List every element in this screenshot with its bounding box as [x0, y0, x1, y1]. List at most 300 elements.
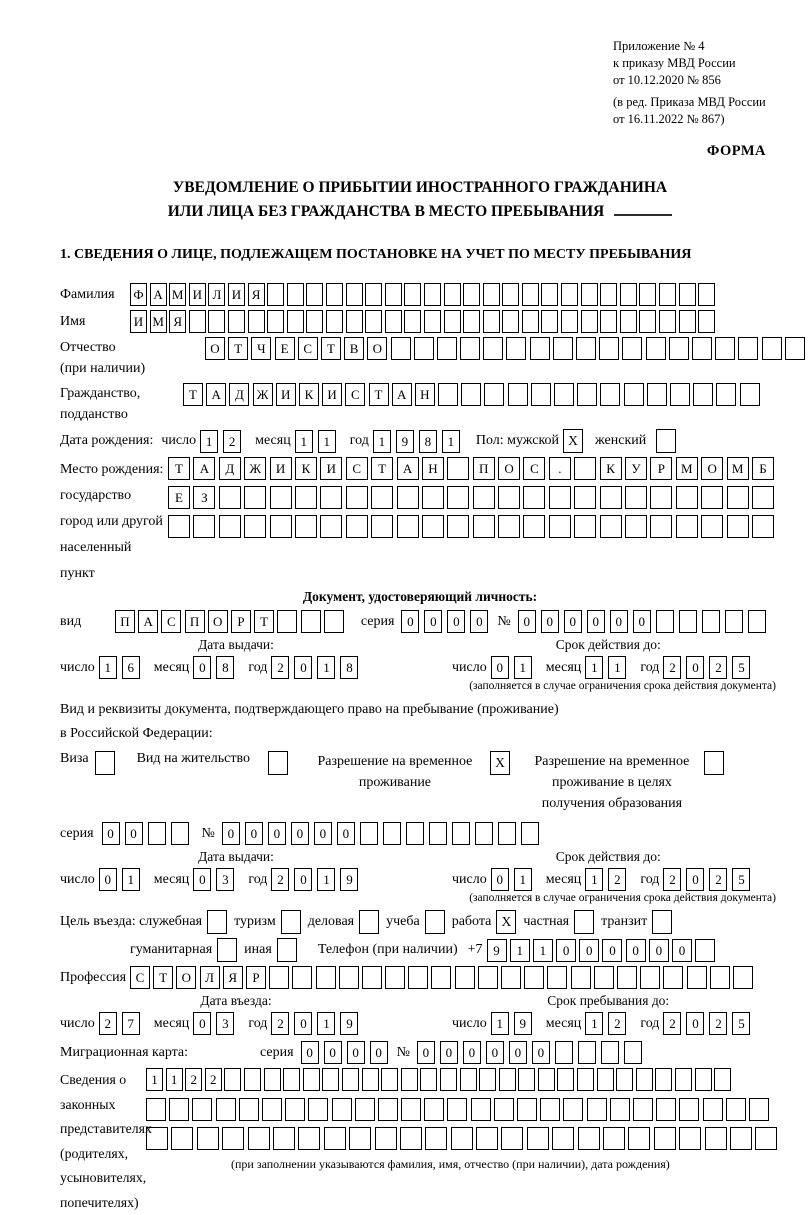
char-cell[interactable]	[762, 337, 782, 360]
char-cell[interactable]: Р	[246, 966, 266, 989]
char-cell[interactable]	[639, 283, 656, 306]
char-cell[interactable]	[208, 310, 225, 333]
char-cell[interactable]	[577, 1068, 594, 1091]
char-cell[interactable]	[385, 310, 402, 333]
char-cell[interactable]	[239, 1098, 259, 1121]
char-cell[interactable]: 0	[626, 939, 646, 962]
char-cell[interactable]	[303, 1068, 320, 1091]
char-cell[interactable]	[624, 1041, 642, 1064]
char-cell[interactable]	[620, 283, 637, 306]
char-cell[interactable]: 0	[686, 1012, 704, 1035]
char-cell[interactable]	[292, 966, 312, 989]
char-cell[interactable]	[437, 337, 457, 360]
char-cell[interactable]: 1	[295, 430, 313, 453]
char-cell[interactable]	[670, 383, 690, 406]
char-cell[interactable]: 0	[633, 610, 651, 633]
char-cell[interactable]	[703, 1098, 723, 1121]
purpose-business-checkbox[interactable]	[359, 910, 379, 934]
char-cell[interactable]	[295, 515, 317, 538]
char-cell[interactable]: 0	[324, 1041, 342, 1064]
char-cell[interactable]: Р	[650, 457, 672, 480]
char-cell[interactable]: 1	[585, 656, 603, 679]
char-cell[interactable]	[553, 337, 573, 360]
char-cell[interactable]: К	[295, 457, 317, 480]
char-cell[interactable]	[628, 1127, 650, 1150]
char-cell[interactable]: 2	[185, 1068, 202, 1091]
char-cell[interactable]: 2	[608, 1012, 626, 1035]
char-cell[interactable]: 0	[102, 822, 120, 845]
char-cell[interactable]: 1	[317, 868, 335, 891]
char-cell[interactable]	[692, 337, 712, 360]
char-cell[interactable]: И	[322, 383, 342, 406]
char-cell[interactable]: 0	[294, 1012, 312, 1035]
char-cell[interactable]	[375, 1127, 397, 1150]
char-cell[interactable]: 8	[216, 656, 234, 679]
char-cell[interactable]	[733, 966, 753, 989]
sex-female-checkbox[interactable]	[656, 429, 676, 453]
char-cell[interactable]	[460, 1068, 477, 1091]
char-cell[interactable]: О	[208, 610, 228, 633]
char-cell[interactable]: 0	[370, 1041, 388, 1064]
char-cell[interactable]	[385, 966, 405, 989]
char-cell[interactable]	[308, 1098, 328, 1121]
char-cell[interactable]	[502, 310, 519, 333]
char-cell[interactable]: И	[189, 283, 206, 306]
char-cell[interactable]: 1	[442, 430, 460, 453]
char-cell[interactable]	[701, 486, 723, 509]
char-cell[interactable]	[371, 515, 393, 538]
char-cell[interactable]	[663, 966, 683, 989]
char-cell[interactable]	[371, 486, 393, 509]
char-cell[interactable]: 2	[271, 868, 289, 891]
char-cell[interactable]	[391, 337, 411, 360]
char-cell[interactable]	[320, 486, 342, 509]
char-cell[interactable]	[219, 515, 241, 538]
char-cell[interactable]	[408, 966, 428, 989]
char-cell[interactable]: А	[206, 383, 226, 406]
char-cell[interactable]	[738, 337, 758, 360]
purpose-transit-checkbox[interactable]	[652, 910, 672, 934]
char-cell[interactable]	[522, 310, 539, 333]
char-cell[interactable]	[654, 1127, 676, 1150]
char-cell[interactable]	[301, 610, 321, 633]
char-cell[interactable]	[646, 337, 666, 360]
char-cell[interactable]	[523, 486, 545, 509]
char-cell[interactable]: О	[205, 337, 225, 360]
char-cell[interactable]	[541, 283, 558, 306]
char-cell[interactable]	[444, 310, 461, 333]
char-cell[interactable]	[478, 966, 498, 989]
char-cell[interactable]	[228, 310, 245, 333]
char-cell[interactable]	[248, 310, 265, 333]
char-cell[interactable]	[698, 283, 715, 306]
char-cell[interactable]: М	[169, 283, 186, 306]
char-cell[interactable]	[295, 486, 317, 509]
char-cell[interactable]	[383, 822, 401, 845]
char-cell[interactable]	[650, 515, 672, 538]
char-cell[interactable]	[244, 1068, 261, 1091]
char-cell[interactable]	[600, 310, 617, 333]
char-cell[interactable]	[168, 515, 190, 538]
char-cell[interactable]	[523, 515, 545, 538]
char-cell[interactable]	[479, 1068, 496, 1091]
char-cell[interactable]	[530, 337, 550, 360]
char-cell[interactable]: 1	[317, 1012, 335, 1035]
char-cell[interactable]: Т	[153, 966, 173, 989]
char-cell[interactable]: 1	[317, 656, 335, 679]
char-cell[interactable]: 0	[193, 656, 211, 679]
char-cell[interactable]	[679, 1098, 699, 1121]
char-cell[interactable]: 1	[166, 1068, 183, 1091]
char-cell[interactable]: Л	[200, 966, 220, 989]
char-cell[interactable]	[346, 283, 363, 306]
char-cell[interactable]	[581, 283, 598, 306]
char-cell[interactable]	[740, 383, 760, 406]
char-cell[interactable]: 0	[686, 868, 704, 891]
purpose-humanitarian-checkbox[interactable]	[217, 938, 237, 962]
char-cell[interactable]: 0	[125, 822, 143, 845]
char-cell[interactable]	[501, 966, 521, 989]
char-cell[interactable]	[360, 822, 378, 845]
char-cell[interactable]: И	[228, 283, 245, 306]
char-cell[interactable]: С	[161, 610, 181, 633]
char-cell[interactable]	[438, 383, 458, 406]
char-cell[interactable]	[669, 337, 689, 360]
char-cell[interactable]	[451, 1127, 473, 1150]
char-cell[interactable]	[219, 486, 241, 509]
char-cell[interactable]: 0	[294, 656, 312, 679]
char-cell[interactable]	[269, 966, 289, 989]
char-cell[interactable]	[603, 1127, 625, 1150]
purpose-study-checkbox[interactable]	[425, 910, 445, 934]
char-cell[interactable]: .	[549, 457, 571, 480]
char-cell[interactable]	[498, 822, 516, 845]
char-cell[interactable]	[401, 1068, 418, 1091]
visa-checkbox[interactable]	[95, 751, 115, 775]
purpose-tourism-checkbox[interactable]	[281, 910, 301, 934]
char-cell[interactable]: И	[276, 383, 296, 406]
char-cell[interactable]	[324, 1127, 346, 1150]
char-cell[interactable]	[283, 1068, 300, 1091]
char-cell[interactable]	[414, 337, 434, 360]
char-cell[interactable]: 1	[510, 939, 530, 962]
char-cell[interactable]: Т	[228, 337, 248, 360]
char-cell[interactable]: А	[150, 283, 167, 306]
char-cell[interactable]	[517, 1098, 537, 1121]
char-cell[interactable]	[494, 1098, 514, 1121]
char-cell[interactable]: 2	[709, 868, 727, 891]
char-cell[interactable]	[540, 1098, 560, 1121]
char-cell[interactable]: 1	[200, 430, 218, 453]
char-cell[interactable]	[171, 822, 189, 845]
char-cell[interactable]: 1	[122, 868, 140, 891]
char-cell[interactable]: 1	[585, 1012, 603, 1035]
char-cell[interactable]: С	[523, 457, 545, 480]
char-cell[interactable]	[524, 966, 544, 989]
char-cell[interactable]: 9	[396, 430, 414, 453]
char-cell[interactable]: 0	[447, 610, 465, 633]
char-cell[interactable]	[447, 457, 469, 480]
char-cell[interactable]	[679, 283, 696, 306]
char-cell[interactable]	[561, 310, 578, 333]
char-cell[interactable]	[576, 337, 596, 360]
char-cell[interactable]: 0	[491, 868, 509, 891]
char-cell[interactable]	[270, 515, 292, 538]
char-cell[interactable]	[594, 966, 614, 989]
char-cell[interactable]	[346, 310, 363, 333]
char-cell[interactable]	[574, 515, 596, 538]
char-cell[interactable]: Т	[183, 383, 203, 406]
char-cell[interactable]	[277, 610, 297, 633]
char-cell[interactable]: 0	[532, 1041, 550, 1064]
char-cell[interactable]: 0	[610, 610, 628, 633]
char-cell[interactable]	[346, 515, 368, 538]
char-cell[interactable]	[656, 610, 674, 633]
char-cell[interactable]: 2	[223, 430, 241, 453]
char-cell[interactable]: Ф	[130, 283, 147, 306]
char-cell[interactable]: Т	[254, 610, 274, 633]
char-cell[interactable]	[655, 1068, 672, 1091]
char-cell[interactable]	[365, 310, 382, 333]
char-cell[interactable]	[600, 486, 622, 509]
char-cell[interactable]: 0	[401, 610, 419, 633]
char-cell[interactable]: 0	[564, 610, 582, 633]
char-cell[interactable]	[404, 283, 421, 306]
char-cell[interactable]	[557, 1068, 574, 1091]
char-cell[interactable]	[401, 1098, 421, 1121]
char-cell[interactable]	[197, 1127, 219, 1150]
char-cell[interactable]	[362, 966, 382, 989]
char-cell[interactable]: 9	[340, 1012, 358, 1035]
char-cell[interactable]	[574, 457, 596, 480]
char-cell[interactable]	[146, 1098, 166, 1121]
char-cell[interactable]	[624, 383, 644, 406]
char-cell[interactable]	[749, 1098, 769, 1121]
char-cell[interactable]	[306, 310, 323, 333]
purpose-official-checkbox[interactable]	[207, 910, 227, 934]
char-cell[interactable]	[385, 283, 402, 306]
char-cell[interactable]: П	[115, 610, 135, 633]
char-cell[interactable]	[273, 1127, 295, 1150]
char-cell[interactable]	[625, 515, 647, 538]
char-cell[interactable]: 8	[419, 430, 437, 453]
char-cell[interactable]: 8	[340, 656, 358, 679]
char-cell[interactable]	[420, 1068, 437, 1091]
char-cell[interactable]	[365, 283, 382, 306]
char-cell[interactable]	[541, 310, 558, 333]
char-cell[interactable]: Л	[208, 283, 225, 306]
char-cell[interactable]	[599, 337, 619, 360]
char-cell[interactable]: 0	[587, 610, 605, 633]
char-cell[interactable]	[216, 1098, 236, 1121]
char-cell[interactable]: П	[473, 457, 495, 480]
char-cell[interactable]: 0	[486, 1041, 504, 1064]
char-cell[interactable]	[552, 1127, 574, 1150]
char-cell[interactable]	[324, 610, 344, 633]
char-cell[interactable]: 3	[216, 1012, 234, 1035]
char-cell[interactable]: 1	[491, 1012, 509, 1035]
char-cell[interactable]: 0	[193, 1012, 211, 1035]
char-cell[interactable]	[597, 1068, 614, 1091]
char-cell[interactable]	[455, 966, 475, 989]
char-cell[interactable]	[695, 939, 715, 962]
char-cell[interactable]: О	[701, 457, 723, 480]
char-cell[interactable]	[675, 1068, 692, 1091]
char-cell[interactable]	[587, 1098, 607, 1121]
char-cell[interactable]	[600, 515, 622, 538]
char-cell[interactable]	[701, 515, 723, 538]
char-cell[interactable]	[506, 337, 526, 360]
char-cell[interactable]	[521, 822, 539, 845]
char-cell[interactable]	[306, 283, 323, 306]
char-cell[interactable]: Н	[415, 383, 435, 406]
char-cell[interactable]	[549, 486, 571, 509]
char-cell[interactable]: 1	[533, 939, 553, 962]
char-cell[interactable]: 0	[222, 822, 240, 845]
char-cell[interactable]: 0	[579, 939, 599, 962]
char-cell[interactable]	[475, 822, 493, 845]
char-cell[interactable]	[785, 337, 805, 360]
char-cell[interactable]: 2	[663, 656, 681, 679]
char-cell[interactable]	[342, 1068, 359, 1091]
char-cell[interactable]	[679, 310, 696, 333]
char-cell[interactable]: 1	[585, 868, 603, 891]
char-cell[interactable]	[447, 486, 469, 509]
char-cell[interactable]	[687, 966, 707, 989]
char-cell[interactable]: 0	[686, 656, 704, 679]
char-cell[interactable]	[710, 966, 730, 989]
char-cell[interactable]	[752, 486, 774, 509]
char-cell[interactable]	[406, 822, 424, 845]
char-cell[interactable]: К	[600, 457, 622, 480]
char-cell[interactable]	[404, 310, 421, 333]
char-cell[interactable]: 0	[556, 939, 576, 962]
char-cell[interactable]	[578, 1127, 600, 1150]
char-cell[interactable]	[444, 283, 461, 306]
char-cell[interactable]	[577, 383, 597, 406]
char-cell[interactable]	[617, 966, 637, 989]
char-cell[interactable]	[429, 822, 447, 845]
char-cell[interactable]	[679, 610, 697, 633]
char-cell[interactable]	[571, 966, 591, 989]
char-cell[interactable]	[501, 1127, 523, 1150]
char-cell[interactable]	[601, 1041, 619, 1064]
char-cell[interactable]	[531, 383, 551, 406]
char-cell[interactable]	[752, 515, 774, 538]
char-cell[interactable]: 0	[347, 1041, 365, 1064]
char-cell[interactable]	[625, 486, 647, 509]
char-cell[interactable]: И	[320, 457, 342, 480]
char-cell[interactable]	[705, 1127, 727, 1150]
char-cell[interactable]	[633, 1098, 653, 1121]
char-cell[interactable]	[659, 310, 676, 333]
char-cell[interactable]	[264, 1068, 281, 1091]
char-cell[interactable]: 0	[294, 868, 312, 891]
char-cell[interactable]: 3	[216, 868, 234, 891]
char-cell[interactable]: 0	[491, 656, 509, 679]
char-cell[interactable]	[695, 1068, 712, 1091]
char-cell[interactable]: И	[270, 457, 292, 480]
char-cell[interactable]	[355, 1098, 375, 1121]
char-cell[interactable]	[169, 1098, 189, 1121]
char-cell[interactable]: Т	[371, 457, 393, 480]
char-cell[interactable]	[727, 486, 749, 509]
char-cell[interactable]	[640, 966, 660, 989]
char-cell[interactable]	[499, 1068, 516, 1091]
char-cell[interactable]: 0	[649, 939, 669, 962]
char-cell[interactable]: П	[185, 610, 205, 633]
char-cell[interactable]	[549, 515, 571, 538]
char-cell[interactable]: М	[676, 457, 698, 480]
char-cell[interactable]: 1	[608, 656, 626, 679]
char-cell[interactable]: 2	[205, 1068, 222, 1091]
char-cell[interactable]: Я	[223, 966, 243, 989]
char-cell[interactable]	[346, 486, 368, 509]
char-cell[interactable]: 2	[99, 1012, 117, 1035]
char-cell[interactable]	[447, 515, 469, 538]
char-cell[interactable]	[298, 1127, 320, 1150]
char-cell[interactable]	[755, 1127, 777, 1150]
char-cell[interactable]	[748, 610, 766, 633]
char-cell[interactable]	[189, 310, 206, 333]
char-cell[interactable]: 2	[271, 656, 289, 679]
char-cell[interactable]: 2	[709, 656, 727, 679]
char-cell[interactable]	[647, 383, 667, 406]
char-cell[interactable]	[483, 310, 500, 333]
char-cell[interactable]	[726, 1098, 746, 1121]
char-cell[interactable]	[484, 383, 504, 406]
char-cell[interactable]: О	[176, 966, 196, 989]
char-cell[interactable]: 2	[663, 868, 681, 891]
char-cell[interactable]	[381, 1068, 398, 1091]
char-cell[interactable]: Т	[168, 457, 190, 480]
char-cell[interactable]: 9	[340, 868, 358, 891]
char-cell[interactable]	[224, 1068, 241, 1091]
residence-permit-checkbox[interactable]	[268, 751, 288, 775]
char-cell[interactable]: Ж	[244, 457, 266, 480]
char-cell[interactable]	[554, 383, 574, 406]
char-cell[interactable]	[476, 1127, 498, 1150]
char-cell[interactable]	[715, 337, 735, 360]
char-cell[interactable]	[244, 515, 266, 538]
char-cell[interactable]	[222, 1127, 244, 1150]
char-cell[interactable]: А	[397, 457, 419, 480]
char-cell[interactable]: Н	[422, 457, 444, 480]
char-cell[interactable]: В	[344, 337, 364, 360]
char-cell[interactable]	[639, 310, 656, 333]
char-cell[interactable]: 5	[732, 1012, 750, 1035]
char-cell[interactable]	[146, 1127, 168, 1150]
char-cell[interactable]: 0	[301, 1041, 319, 1064]
char-cell[interactable]	[322, 1068, 339, 1091]
char-cell[interactable]	[148, 822, 166, 845]
purpose-work-checkbox[interactable]: X	[496, 910, 516, 934]
char-cell[interactable]: К	[299, 383, 319, 406]
char-cell[interactable]	[727, 515, 749, 538]
char-cell[interactable]: О	[367, 337, 387, 360]
char-cell[interactable]	[248, 1127, 270, 1150]
char-cell[interactable]	[483, 337, 503, 360]
char-cell[interactable]	[400, 1127, 422, 1150]
char-cell[interactable]	[461, 383, 481, 406]
char-cell[interactable]: С	[345, 383, 365, 406]
char-cell[interactable]: 1	[99, 656, 117, 679]
char-cell[interactable]	[610, 1098, 630, 1121]
char-cell[interactable]	[473, 515, 495, 538]
char-cell[interactable]	[574, 486, 596, 509]
char-cell[interactable]	[622, 337, 642, 360]
char-cell[interactable]	[600, 283, 617, 306]
